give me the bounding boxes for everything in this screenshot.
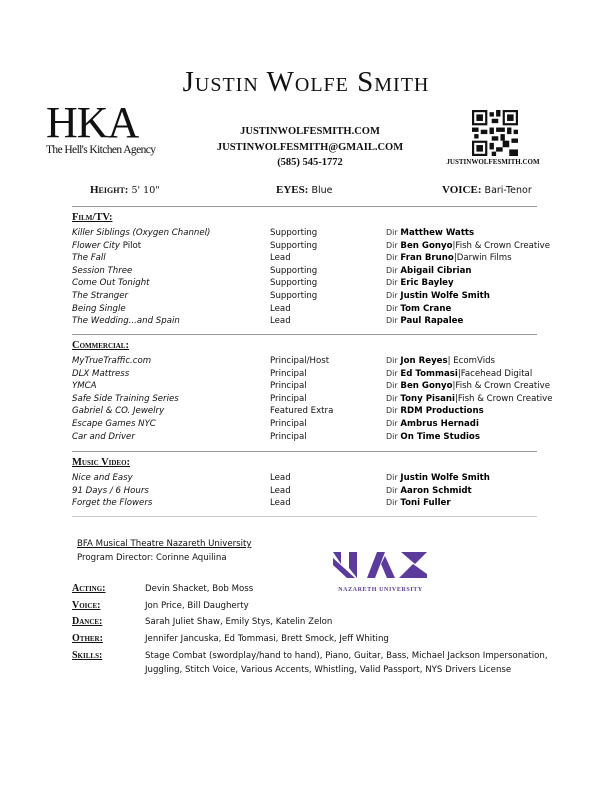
director-name: Ed Tommasi xyxy=(400,368,458,379)
credit-title-text: Killer Siblings (Oxygen Channel) xyxy=(72,228,211,238)
credit-row xyxy=(72,380,551,393)
qr-code-icon xyxy=(472,110,518,156)
credit-title-text: Being Single xyxy=(72,303,126,314)
section-heading-commercial: Commercial: xyxy=(72,340,129,351)
commercial-credits xyxy=(72,355,553,443)
credit-title-suffix: Pilot xyxy=(120,240,142,251)
training-label-1: Voice: xyxy=(72,600,101,611)
director-prefix: Dir xyxy=(386,228,398,237)
credit-title-text: Session Three xyxy=(72,265,133,276)
credit-role: Supporting xyxy=(270,278,318,289)
credit-director xyxy=(386,380,550,393)
director-prefix: Dir xyxy=(386,265,398,275)
credit-row xyxy=(72,472,542,485)
director-name: Justin Wolfe Smith xyxy=(400,290,490,301)
training-value-line: Jennifer Jancuska, Ed Tommasi, Brett Smock, Jeff Whiting xyxy=(145,634,389,644)
credit-director xyxy=(386,265,472,278)
training-label-3: Other: xyxy=(72,633,103,644)
director-prefix: Dir xyxy=(386,498,398,508)
credit-title-text: Flower City xyxy=(72,240,121,251)
credit-row xyxy=(72,497,542,510)
music-video-credits xyxy=(72,472,542,510)
credit-role: Lead xyxy=(270,253,291,264)
training-value-1 xyxy=(145,599,249,613)
director-prefix: Dir xyxy=(386,278,398,288)
credit-role: Lead xyxy=(270,485,291,496)
credit-title-text: Forget the Flowers xyxy=(72,498,153,509)
phone: (585) 545-1772 xyxy=(277,157,343,168)
height-stat xyxy=(90,184,160,196)
director-prefix: Dir xyxy=(386,393,398,403)
credit-role: Supporting xyxy=(270,228,318,238)
voice-label: VOICE: xyxy=(442,184,482,196)
naz-logo-icon xyxy=(333,550,428,580)
training-value-2 xyxy=(145,615,332,629)
credit-row xyxy=(72,418,542,431)
training-label-0: Acting: xyxy=(72,583,106,594)
agency-logo xyxy=(46,98,156,156)
credit-title xyxy=(72,355,151,368)
training-value-4 xyxy=(145,649,548,677)
credit-director xyxy=(386,393,553,406)
credit-row xyxy=(72,265,542,278)
credit-row xyxy=(72,355,542,368)
director-prefix: Dir xyxy=(386,381,398,391)
credit-director xyxy=(386,368,532,381)
credit-role: Lead xyxy=(270,498,291,509)
credit-role: Lead xyxy=(270,316,291,327)
credit-row xyxy=(72,303,542,316)
program-director: Program Director: Corinne Aquilina xyxy=(77,553,227,563)
credit-title xyxy=(72,472,133,485)
director-prefix: Dir xyxy=(386,473,398,482)
credit-role: Principal xyxy=(270,368,307,379)
director-name: Fran Bruno xyxy=(400,253,454,264)
divider xyxy=(72,451,537,452)
credit-title xyxy=(72,265,132,278)
credit-title-text: Car and Driver xyxy=(72,431,135,442)
credit-title-text: YMCA xyxy=(72,381,97,392)
credit-role: Principal xyxy=(270,431,307,442)
credit-title xyxy=(72,277,150,290)
credit-title xyxy=(72,485,149,498)
height-value: 5' 10" xyxy=(131,185,160,196)
voice-value: Bari-Tenor xyxy=(484,185,532,196)
credit-role: Supporting xyxy=(270,265,318,276)
agency-tagline: The Hell's Kitchen Agency xyxy=(46,144,156,156)
director-name: RDM Productions xyxy=(400,406,484,417)
credit-title xyxy=(72,303,126,316)
director-name: Abigail Cibrian xyxy=(400,265,472,276)
credit-title xyxy=(72,368,129,381)
credit-title-text: 91 Days / 6 Hours xyxy=(72,485,149,496)
training-value-line: Sarah Juliet Shaw, Emily Stys, Katelin Zelon xyxy=(145,617,333,627)
director-prefix: Dir xyxy=(386,431,398,441)
credit-role: Supporting xyxy=(270,290,318,301)
credit-director xyxy=(386,431,480,444)
eyes-stat xyxy=(276,184,332,196)
divider xyxy=(72,516,537,517)
credit-director xyxy=(386,355,495,368)
credit-role: Lead xyxy=(270,303,291,314)
credit-title xyxy=(72,252,106,265)
actor-name: Justin Wolfe Smith xyxy=(182,66,430,98)
email-link[interactable]: JUSTINWOLFESMITH@GMAIL.COM xyxy=(216,141,404,153)
credit-title-text: Come Out Tonight xyxy=(72,278,150,289)
credit-row xyxy=(72,277,542,290)
credit-title-text: The Wedding...and Spain xyxy=(72,316,180,327)
credit-title-text: Gabriel & CO. Jewelry xyxy=(72,406,165,417)
training-value-3 xyxy=(145,632,389,646)
production-company: |Facehead Digital xyxy=(457,368,533,379)
credit-role: Principal/Host xyxy=(270,356,330,366)
credit-row xyxy=(72,431,542,444)
director-prefix: Dir xyxy=(386,240,398,250)
credit-director xyxy=(386,405,484,418)
training-value-line: Devin Shacket, Bob Moss xyxy=(145,584,254,594)
production-company: |Fish & Crown Creative xyxy=(452,240,551,251)
credit-director xyxy=(386,418,479,431)
director-name: Matthew Watts xyxy=(400,228,475,238)
voice-stat xyxy=(442,184,532,196)
director-prefix: Dir xyxy=(386,253,398,263)
director-name: Jon Reyes xyxy=(400,356,448,366)
credit-director xyxy=(386,485,472,498)
degree: BFA Musical Theatre Nazareth University xyxy=(77,539,252,549)
credit-role: Supporting xyxy=(270,240,318,251)
production-company: | EcomVids xyxy=(447,356,496,366)
director-name: Tony Pisani xyxy=(400,393,455,404)
section-heading-music-video: Music Video: xyxy=(72,457,131,468)
director-prefix: Dir xyxy=(386,290,398,300)
director-prefix: Dir xyxy=(386,356,398,365)
credit-row xyxy=(72,485,542,498)
director-prefix: Dir xyxy=(386,316,398,326)
film-credits xyxy=(72,227,551,328)
eyes-label: EYES: xyxy=(276,184,309,196)
contact-block xyxy=(160,124,460,171)
credit-title-text: Escape Games NYC xyxy=(72,418,156,429)
credit-role: Principal xyxy=(270,393,307,404)
qr-caption: JUSTINWOLFESMITH.COM xyxy=(446,158,540,166)
credit-row xyxy=(72,393,553,406)
credit-row xyxy=(72,227,542,240)
credit-director xyxy=(386,240,550,253)
director-prefix: Dir xyxy=(386,406,398,416)
credit-title xyxy=(72,405,164,418)
divider xyxy=(72,334,537,335)
website-link[interactable]: JUSTINWOLFESMITH.COM xyxy=(240,126,380,137)
credit-row xyxy=(72,368,542,381)
credit-row xyxy=(72,290,542,303)
training-value-line: Stage Combat (swordplay/hand to hand), Piano, Guitar, Bass, Michael Jackson Impersonation, xyxy=(145,651,548,661)
credit-title xyxy=(72,315,180,328)
training-label-4: Skills: xyxy=(72,650,103,661)
director-name: On Time Studios xyxy=(400,431,480,442)
credit-role: Principal xyxy=(270,418,307,429)
production-company: |Fish & Crown Creative xyxy=(454,393,553,404)
credit-title-text: Nice and Easy xyxy=(72,473,133,483)
naz-logo-text: NAZARETH UNIVERSITY xyxy=(338,587,423,593)
credit-director xyxy=(386,252,512,265)
agency-logo-mark: HKA xyxy=(46,98,139,147)
training-label-2: Dance: xyxy=(72,616,103,627)
credit-title-text: MyTrueTraffic.com xyxy=(72,356,152,366)
divider xyxy=(72,206,537,207)
credit-role: Lead xyxy=(270,473,291,483)
training-value-0 xyxy=(145,582,253,596)
credit-title xyxy=(72,380,97,393)
director-name: Eric Bayley xyxy=(400,278,454,289)
credit-title xyxy=(72,418,156,431)
credit-row xyxy=(72,240,551,253)
director-name: Aaron Schmidt xyxy=(400,485,472,496)
credit-title xyxy=(72,227,210,240)
height-label: Height: xyxy=(90,184,129,196)
credit-title-text: DLX Mattress xyxy=(72,368,130,379)
training-value-line: Juggling, Stitch Voice, Various Accents, Whistling, Valid Passport, NYS Drivers License xyxy=(145,665,512,675)
director-name: Justin Wolfe Smith xyxy=(400,473,490,483)
credit-director xyxy=(386,290,490,303)
credit-row xyxy=(72,315,542,328)
director-name: Toni Fuller xyxy=(400,498,451,509)
section-heading-film: Film/TV: xyxy=(72,212,113,223)
nazareth-logo xyxy=(333,550,428,593)
director-prefix: Dir xyxy=(386,303,398,313)
credit-title-text: The Stranger xyxy=(72,290,129,301)
credit-title xyxy=(72,290,128,303)
credit-row xyxy=(72,252,542,265)
credit-director xyxy=(386,303,451,316)
director-prefix: Dir xyxy=(386,485,398,495)
credit-row xyxy=(72,405,542,418)
credit-title-text: Safe Side Training Series xyxy=(72,393,179,404)
director-name: Paul Rapalee xyxy=(400,316,464,327)
credit-title xyxy=(72,240,141,253)
credit-title xyxy=(72,431,135,444)
eyes-value: Blue xyxy=(311,185,333,196)
director-name: Ambrus Hernadi xyxy=(400,418,479,429)
credit-director xyxy=(386,472,490,485)
director-prefix: Dir xyxy=(386,418,398,428)
production-company: |Fish & Crown Creative xyxy=(452,381,551,392)
credit-director xyxy=(386,315,463,328)
production-company: |Darwin Films xyxy=(453,253,512,264)
credit-title-text: The Fall xyxy=(72,253,106,264)
credit-director xyxy=(386,277,454,290)
director-name: Ben Gonyo xyxy=(400,240,453,251)
credit-title xyxy=(72,497,152,510)
director-name: Ben Gonyo xyxy=(400,381,453,392)
director-prefix: Dir xyxy=(386,368,398,378)
credit-director xyxy=(386,497,451,510)
director-name: Tom Crane xyxy=(400,303,452,314)
credit-director xyxy=(386,227,474,240)
training-value-line: Jon Price, Bill Daugherty xyxy=(145,601,249,611)
credit-role: Featured Extra xyxy=(270,406,334,417)
credit-title xyxy=(72,393,179,406)
credit-role: Principal xyxy=(270,381,307,392)
